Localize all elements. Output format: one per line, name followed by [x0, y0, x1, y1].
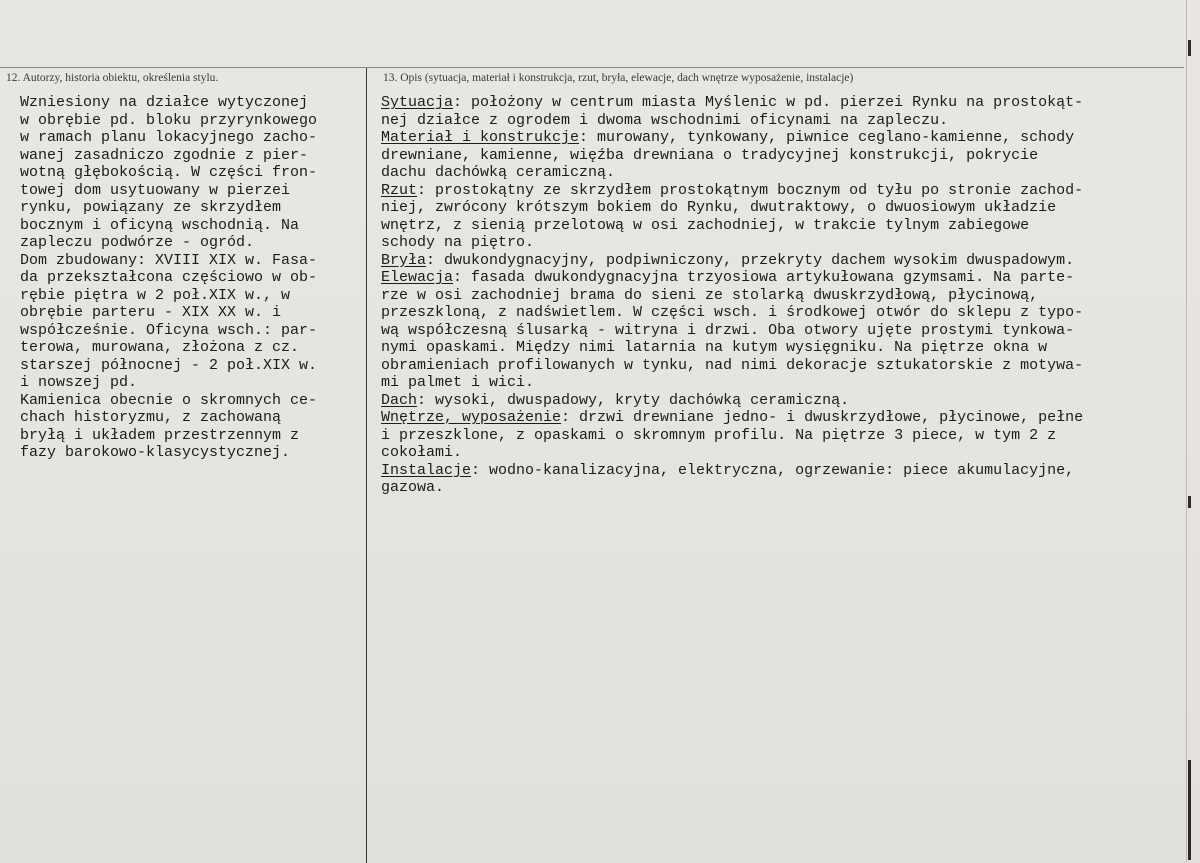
- description-line: [381, 217, 1181, 235]
- history-line: wanej zasadniczo zgodnie z pier-: [20, 146, 309, 164]
- description-line: [381, 479, 1181, 497]
- section-text: drewniane, kamienne, więźba drewniana o tradycyjnej konstrukcji, pokrycie: [381, 146, 1039, 164]
- section-text: : wodno-kanalizacyjna, elektryczna, ogrzewanie: piece akumulacyjne,: [471, 461, 1075, 479]
- section-label: Elewacja: [381, 269, 454, 286]
- description-line: [381, 94, 1181, 112]
- history-line: wotną głębokością. W części fron-: [20, 164, 318, 181]
- description-line: [381, 182, 1181, 200]
- history-line: i nowszej pd.: [20, 374, 138, 391]
- description-line: [381, 374, 1181, 392]
- history-line: fazy barokowo-klasycystycznej.: [20, 444, 291, 461]
- history-text: [20, 94, 360, 462]
- section-text: : drzwi drewniane jedno- i dwuskrzydłowe, płycinowe, pełne: [561, 409, 1084, 426]
- column-divider: [366, 68, 367, 863]
- history-line: rębie piętra w 2 poł.XIX w., w: [20, 286, 291, 304]
- description-line: [381, 287, 1181, 305]
- section-label: Wnętrze, wyposażenie: [381, 409, 562, 426]
- description-line: [381, 304, 1181, 322]
- history-line: Kamienica obecnie o skromnych ce-: [20, 391, 318, 409]
- edge-mark: [1188, 760, 1191, 860]
- history-line: Dom zbudowany: XVIII XIX w. Fasa-: [20, 251, 318, 269]
- section-text: : wysoki, dwuspadowy, kryty dachówką ceramiczną.: [417, 391, 850, 409]
- section-text: przeszkloną, z nadświetlem. W części wsch. i środkowej otwór do sklepu z typo-: [381, 304, 1084, 321]
- history-line: Wzniesiony na działce wytyczonej: [20, 94, 309, 111]
- description-line: [381, 409, 1181, 427]
- header-rule: [0, 67, 1184, 68]
- description-line: [381, 199, 1181, 217]
- description-line: [381, 444, 1181, 462]
- section-text: : prostokątny ze skrzydłem prostokątnym bocznym od tyłu po stronie zachod-: [417, 181, 1084, 199]
- history-line: współcześnie. Oficyna wsch.: par-: [20, 321, 318, 339]
- left-column-heading: 12. Autorzy, historia obiektu, określenia stylu.: [6, 72, 219, 84]
- section-text: : fasada dwukondygnacyjna trzyosiowa artykułowana gzymsami. Na parte-: [453, 269, 1075, 286]
- edge-mark: [1188, 496, 1191, 508]
- section-label: Dach: [381, 391, 418, 409]
- history-line: chach historyzmu, z zachowaną: [20, 409, 282, 426]
- section-text: mi palmet i wici.: [381, 374, 535, 391]
- section-text: cokołami.: [381, 444, 463, 461]
- section-text: wnętrz, z sienią przelotową w osi zachodniej, w trakcie tylnym zabiegowe: [381, 216, 1030, 234]
- section-text: i przeszklone, z opaskami o skromnym profilu. Na piętrze 3 piece, w tym 2 z: [381, 426, 1057, 444]
- history-line: da przekształcona częściowo w ob-: [20, 269, 318, 286]
- section-text: dachu dachówką ceramiczną.: [381, 164, 616, 181]
- right-column-heading: 13. Opis (sytuacja, materiał i konstrukcja, rzut, bryła, elewacje, dach wnętrze wyposażenie, instalacje): [383, 72, 854, 84]
- description-line: [381, 339, 1181, 357]
- description-line: [381, 392, 1181, 410]
- history-line: w obrębie pd. bloku przyrynkowego: [20, 111, 318, 129]
- section-label: Bryła: [381, 251, 427, 269]
- description-line: [381, 322, 1181, 340]
- description-line: [381, 462, 1181, 480]
- description-line: [381, 147, 1181, 165]
- section-text: : murowany, tynkowany, piwnice ceglano-kamienne, schody: [579, 129, 1075, 146]
- description-text: [381, 94, 1181, 497]
- description-line: [381, 129, 1181, 147]
- page-edge: [1186, 0, 1187, 863]
- section-text: nej działce z ogrodem i dwoma wschodnimi oficynami na zapleczu.: [381, 111, 949, 129]
- section-text: nymi opaskami. Między nimi latarnia na kutym wysięgniku. Na piętrze okna w: [381, 339, 1048, 356]
- section-text: wą współczesną ślusarką - witryna i drzwi. Oba otwory ujęte prostymi tynkowa-: [381, 321, 1075, 339]
- history-line: starszej północnej - 2 poł.XIX w.: [20, 356, 318, 374]
- section-text: gazowa.: [381, 479, 445, 496]
- section-label: Sytuacja: [381, 94, 454, 111]
- section-label: Rzut: [381, 181, 418, 199]
- history-line: bryłą i układem przestrzennym z: [20, 426, 300, 444]
- history-line: obrębie parteru - XIX XX w. i: [20, 304, 282, 321]
- history-line: terowa, murowana, złożona z cz.: [20, 339, 300, 356]
- history-line: w ramach planu lokacyjnego zacho-: [20, 129, 318, 146]
- description-line: [381, 357, 1181, 375]
- section-text: niej, zwrócony krótszym bokiem do Rynku, dwutraktowy, o dwuosiowym układzie: [381, 199, 1057, 216]
- section-text: obramieniach profilowanych w tynku, nad nimi dekoracje sztukatorskie z motywa-: [381, 356, 1084, 374]
- history-line: towej dom usytuowany w pierzei: [20, 181, 291, 199]
- section-text: schody na piętro.: [381, 234, 535, 251]
- description-line: [381, 427, 1181, 445]
- description-line: [381, 234, 1181, 252]
- edge-mark: [1188, 40, 1191, 56]
- description-line: [381, 112, 1181, 130]
- description-line: [381, 269, 1181, 287]
- section-text: rze w osi zachodniej brama do sieni ze stolarką dwuskrzydłową, płycinową,: [381, 286, 1039, 304]
- history-line: bocznym i oficyną wschodnią. Na: [20, 216, 300, 234]
- history-line: zapleczu podwórze - ogród.: [20, 234, 255, 251]
- section-label: Materiał i konstrukcje: [381, 129, 580, 146]
- section-text: : dwukondygnacyjny, podpiwniczony, przekryty dachem wysokim dwuspadowym.: [426, 251, 1075, 269]
- section-text: : położony w centrum miasta Myślenic w pd. pierzei Rynku na prostokąt-: [453, 94, 1084, 111]
- description-line: [381, 164, 1181, 182]
- description-line: [381, 252, 1181, 270]
- history-line: rynku, powiązany ze skrzydłem: [20, 199, 282, 216]
- section-label: Instalacje: [381, 461, 472, 479]
